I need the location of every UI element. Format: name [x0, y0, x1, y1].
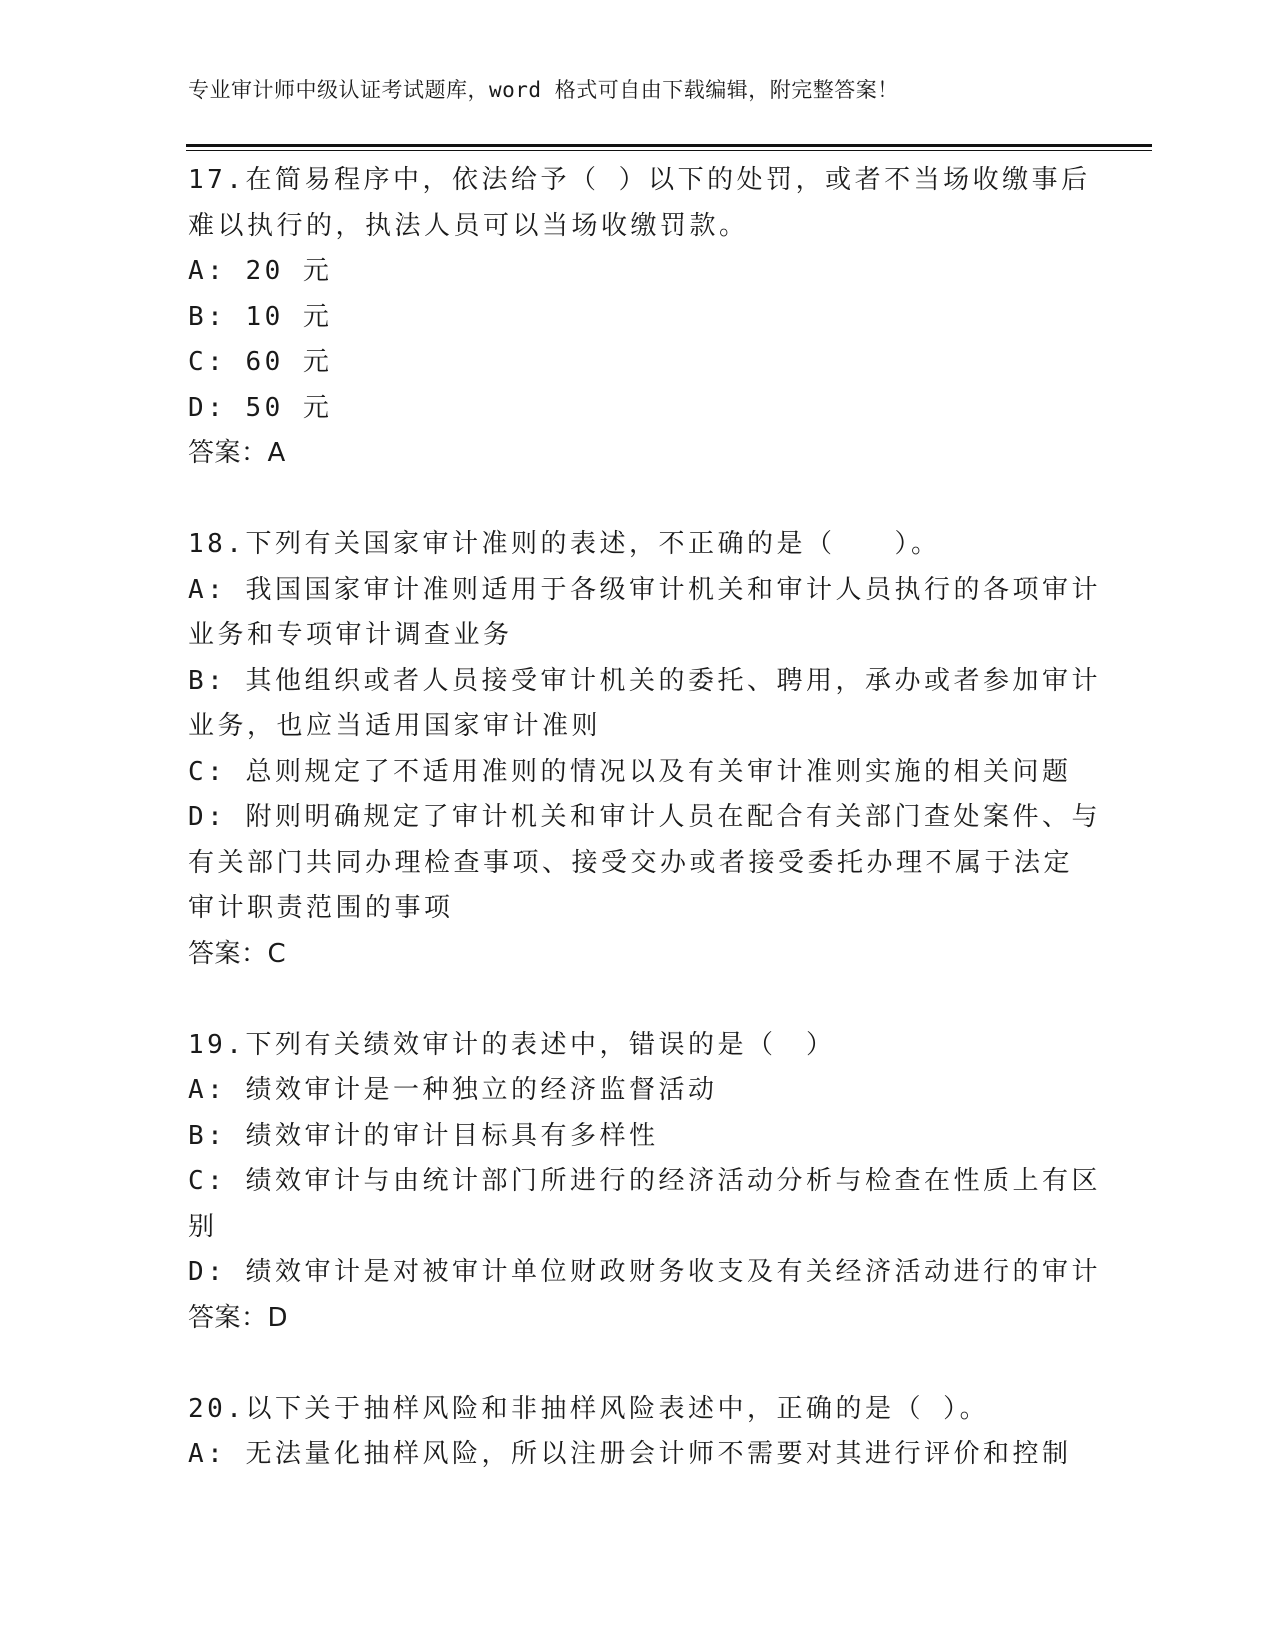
header-rule-thin [186, 150, 1152, 151]
option-a: A: 20 元 [188, 256, 333, 286]
option-d-cont: 有关部门共同办理检查事项、接受交办或者接受委托办理不属于法定 [188, 847, 1074, 878]
question-gap [188, 477, 1148, 523]
question-gap [188, 1341, 1148, 1387]
option-a: A: 绩效审计是一种独立的经济监督活动 [188, 1075, 718, 1105]
option-a: A: 我国国家审计准则适用于各级审计机关和审计人员执行的各项审计 [188, 574, 1101, 605]
option-b: B: 其他组织或者人员接受审计机关的委托、聘用，承办或者参加审计 [188, 665, 1101, 696]
answer: 答案：C [188, 938, 287, 969]
question-stem: 18.下列有关国家审计准则的表述，不正确的是（ ）。 [188, 529, 941, 559]
question-stem: 17.在简易程序中，依法给予（ ）以下的处罚，或者不当场收缴事后 [188, 165, 1091, 195]
question-19 [188, 1023, 1148, 1342]
question-gap [188, 977, 1148, 1023]
option-d: D: 绩效审计是对被审计单位财政财务收支及有关经济活动进行的审计 [188, 1257, 1101, 1287]
option-c: C: 绩效审计与由统计部门所进行的经济活动分析与检查在性质上有区 [188, 1166, 1101, 1196]
option-c-cont: 别 [188, 1211, 218, 1242]
option-a-cont: 业务和专项审计调查业务 [188, 620, 513, 650]
answer: 答案：A [188, 438, 286, 468]
question-stem: 20.以下关于抽样风险和非抽样风险表述中，正确的是（ ）。 [188, 1393, 990, 1424]
page-header: 专业审计师中级认证考试题库，word 格式可自由下载编辑，附完整答案！ [188, 78, 899, 102]
option-d-cont: 审计职责范围的事项 [188, 893, 454, 923]
option-a: A: 无法量化抽样风险，所以注册会计师不需要对其进行评价和控制 [188, 1439, 1072, 1469]
option-d: D: 50 元 [188, 392, 333, 423]
answer: 答案：D [188, 1302, 289, 1333]
option-c: C: 总则规定了不适用准则的情况以及有关审计准则实施的相关问题 [188, 756, 1072, 787]
header-rule-thick [186, 144, 1152, 147]
question-20 [188, 1387, 1148, 1478]
option-c: C: 60 元 [188, 347, 333, 377]
question-list [188, 158, 1148, 1478]
option-b: B: 绩效审计的审计目标具有多样性 [188, 1120, 659, 1151]
question-stem: 19.下列有关绩效审计的表述中，错误的是（ ） [188, 1029, 836, 1060]
option-b-cont: 业务，也应当适用国家审计准则 [188, 711, 602, 741]
question-17 [188, 158, 1148, 477]
option-d: D: 附则明确规定了审计机关和审计人员在配合有关部门查处案件、与 [188, 802, 1101, 832]
question-stem-cont: 难以执行的，执法人员可以当场收缴罚款。 [188, 210, 749, 241]
option-b: B: 10 元 [188, 301, 333, 332]
question-18 [188, 522, 1148, 977]
